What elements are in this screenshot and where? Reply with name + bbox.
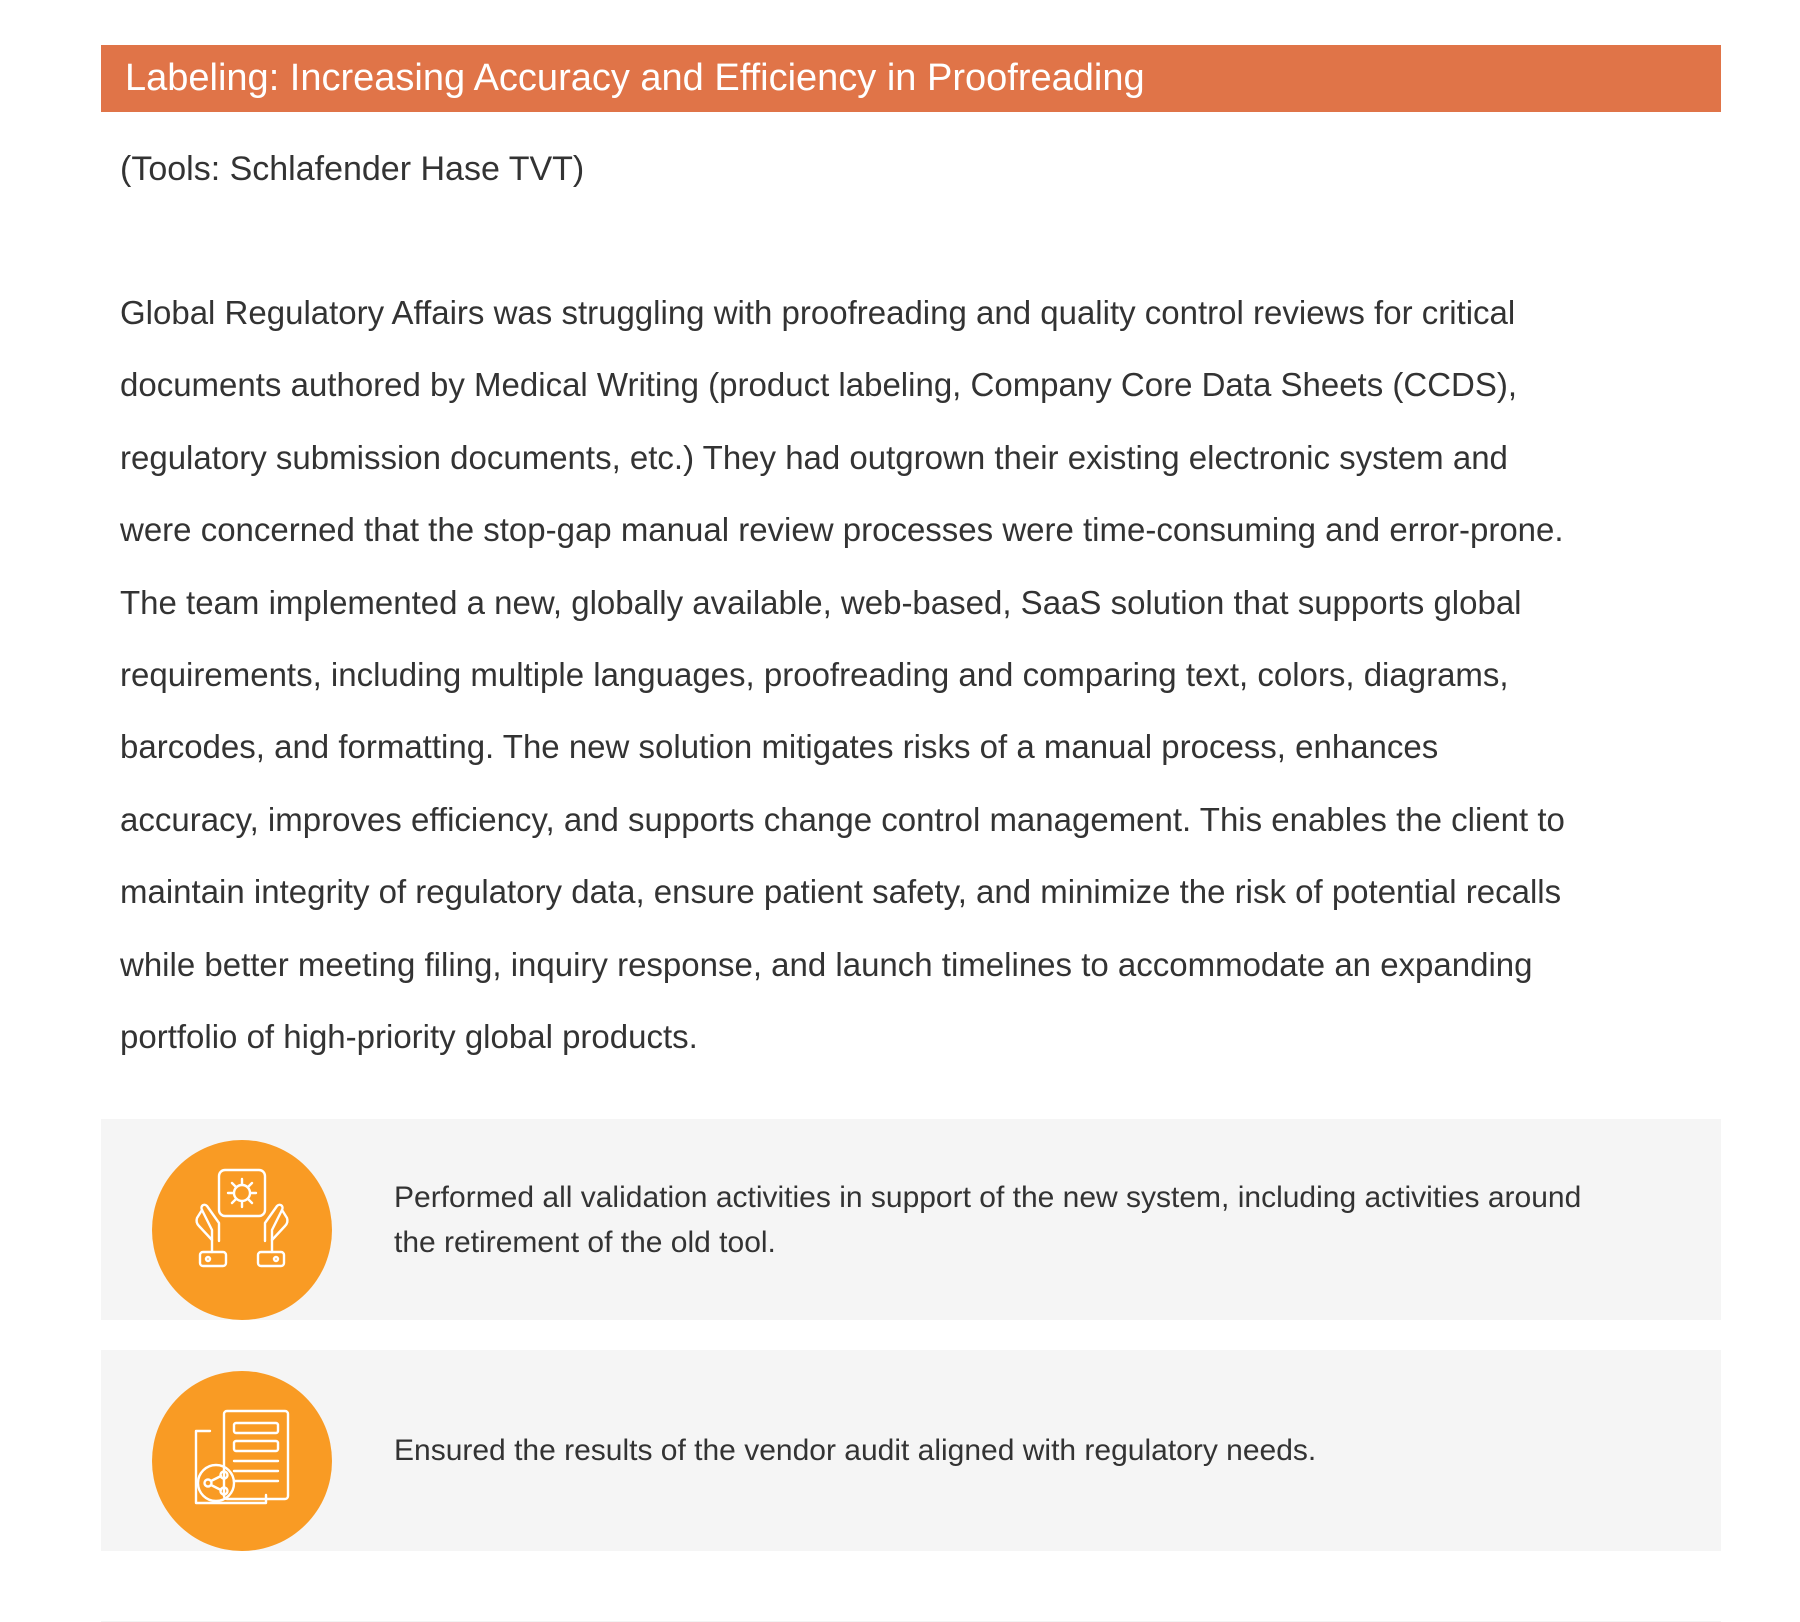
body-line: accuracy, improves efficiency, and supports change control management. This enables the client to	[120, 800, 1565, 838]
body-line: maintain integrity of regulatory data, ensure patient safety, and minimize the risk of potential recalls	[120, 873, 1562, 911]
body-line: portfolio of high-priority global products.	[120, 1018, 698, 1056]
body-line: The team implemented a new, globally available, web-based, SaaS solution that supports global	[120, 583, 1522, 621]
highlight-card-audit	[101, 1350, 1721, 1551]
body-line: while better meeting filing, inquiry response, and launch timelines to accommodate an expanding	[120, 945, 1533, 983]
body-line: were concerned that the stop-gap manual review processes were time-consuming and error-prone.	[120, 511, 1564, 549]
highlight-line: the retirement of the old tool.	[394, 1225, 776, 1259]
body-line: requirements, including multiple languages, proofreading and comparing text, colors, diagrams,	[120, 656, 1509, 694]
body-line: Global Regulatory Affairs was struggling with proofreading and quality control reviews for critical	[120, 294, 1516, 331]
highlight-text	[394, 1350, 1684, 1551]
body-line: barcodes, and formatting. The new solution mitigates risks of a manual process, enhances	[120, 728, 1439, 766]
highlight-line: Performed all validation activities in support of the new system, including activities around	[394, 1180, 1582, 1214]
hands-gear-icon	[152, 1140, 332, 1320]
tools-line: (Tools: Schlafender Hase TVT)	[120, 150, 585, 188]
highlight-line: Ensured the results of the vendor audit aligned with regulatory needs.	[394, 1434, 1317, 1467]
highlight-text	[394, 1119, 1684, 1320]
section-title: Labeling: Increasing Accuracy and Efficiency in Proofreading	[125, 57, 1145, 99]
body-paragraph	[120, 277, 1740, 1073]
section-header-banner	[101, 45, 1721, 112]
body-line: documents authored by Medical Writing (product labeling, Company Core Data Sheets (CCDS),	[120, 366, 1518, 404]
document-share-icon	[152, 1371, 332, 1551]
highlight-card-validation	[101, 1119, 1721, 1320]
body-line: regulatory submission documents, etc.) They had outgrown their existing electronic system and	[120, 438, 1508, 476]
